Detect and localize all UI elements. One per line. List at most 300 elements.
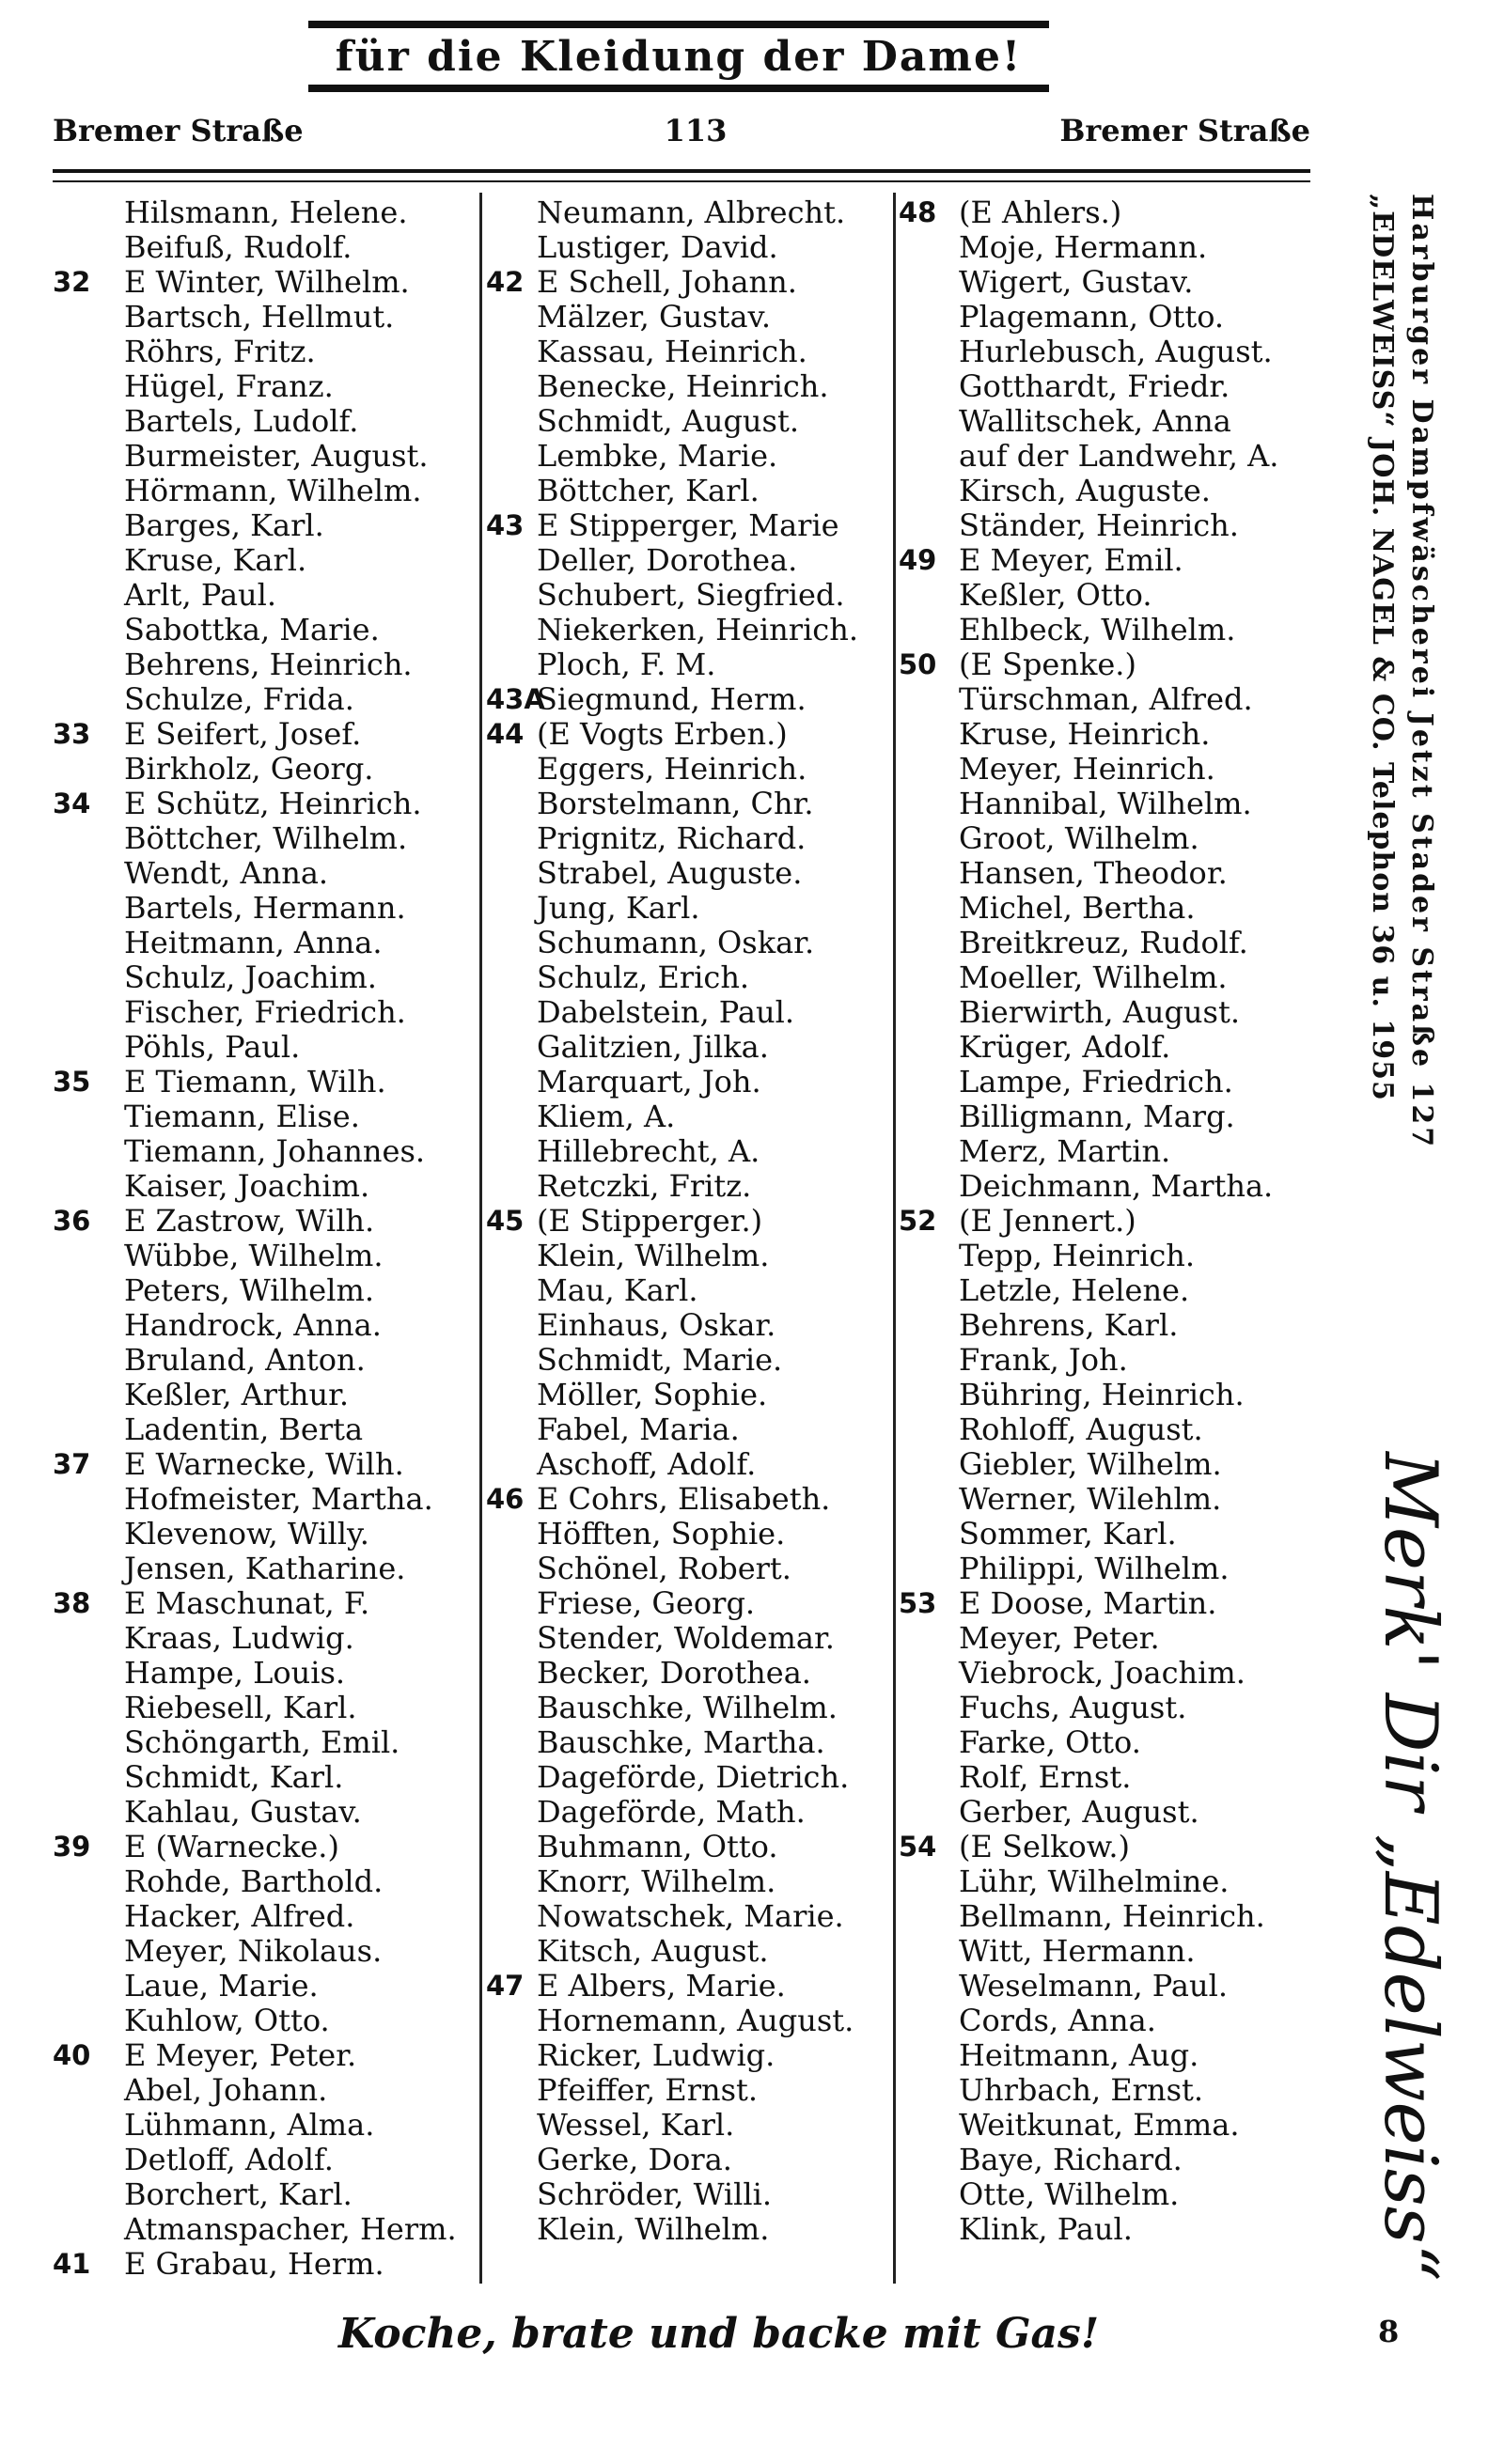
directory-entry (899, 960, 1340, 995)
directory-entry (53, 335, 476, 369)
directory-entry (53, 1204, 476, 1239)
house-number: 32 (53, 266, 91, 298)
resident-name: Wübbe, Wilhelm. (124, 1238, 384, 1273)
street-header-left: Bremer Straße (53, 113, 304, 148)
resident-name: Ploch, F. M. (537, 647, 716, 682)
resident-name: Sommer, Karl. (959, 1516, 1177, 1552)
resident-name: Kruse, Karl. (124, 542, 307, 578)
directory-entry (486, 1691, 890, 1725)
resident-name: Dageförde, Dietrich. (537, 1759, 850, 1795)
resident-name: Bühring, Heinrich. (959, 1377, 1245, 1412)
directory-entry (486, 647, 890, 682)
resident-name: Tepp, Heinrich. (959, 1238, 1196, 1273)
resident-name: Werner, Wilehlm. (959, 1481, 1222, 1517)
directory-entry (53, 230, 476, 265)
resident-name: Klink, Paul. (959, 2211, 1133, 2247)
resident-name: Hillebrecht, A. (537, 1133, 760, 1169)
resident-name: Buhmann, Otto. (537, 1829, 778, 1864)
resident-name: Kirsch, Auguste. (959, 473, 1211, 508)
resident-name: Bierwirth, August. (959, 994, 1240, 1030)
directory-entry (899, 1656, 1340, 1691)
resident-name: Plagemann, Otto. (959, 299, 1225, 335)
resident-name: Uhrbach, Ernst. (959, 2072, 1204, 2108)
resident-name: Schumann, Oskar. (537, 925, 815, 960)
house-number: 35 (53, 1066, 91, 1098)
directory-entry (899, 1065, 1340, 1099)
directory-entry (486, 1204, 890, 1239)
house-number: 36 (53, 1205, 91, 1237)
resident-name: Kitsch, August. (537, 1933, 769, 1969)
directory-entry (53, 1621, 476, 1656)
directory-entry (486, 1934, 890, 1969)
resident-name: Rohde, Barthold. (124, 1864, 384, 1899)
resident-name: Bauschke, Martha. (537, 1724, 825, 1760)
house-number: 41 (53, 2248, 91, 2280)
resident-name: Otte, Wilhelm. (959, 2176, 1180, 2212)
resident-name: Kliem, A. (537, 1099, 676, 1134)
directory-entry (486, 195, 890, 230)
directory-entry (486, 2143, 890, 2177)
directory-entry (486, 439, 890, 474)
directory-entry (486, 787, 890, 821)
directory-entry (899, 787, 1340, 821)
resident-name: (E Spenke.) (959, 647, 1136, 682)
resident-name: (E Vogts Erben.) (537, 716, 788, 752)
directory-column-3 (899, 195, 1340, 2247)
directory-entry (486, 995, 890, 1030)
house-number: 45 (486, 1205, 525, 1237)
directory-entry (53, 2004, 476, 2038)
directory-entry (899, 265, 1340, 300)
directory-entry (53, 508, 476, 543)
resident-name: E (Warnecke.) (124, 1829, 339, 1864)
resident-name: Viebrock, Joachim. (959, 1655, 1246, 1691)
directory-entry (486, 1273, 890, 1308)
directory-entry (53, 578, 476, 613)
resident-name: Tiemann, Johannes. (124, 1133, 426, 1169)
directory-entry (486, 1308, 890, 1343)
directory-entry (486, 508, 890, 543)
directory-entry (53, 1934, 476, 1969)
resident-name: Retczki, Fritz. (537, 1168, 752, 1204)
resident-name: E Winter, Wilhelm. (124, 264, 410, 300)
resident-name: Gerber, August. (959, 1794, 1199, 1830)
directory-entry (53, 1134, 476, 1169)
resident-name: Philippi, Wilhelm. (959, 1551, 1230, 1586)
directory-entry (486, 1482, 890, 1517)
directory-entry (899, 404, 1340, 439)
directory-entry (899, 1760, 1340, 1795)
directory-entry (899, 1586, 1340, 1621)
directory-entry (486, 1447, 890, 1482)
directory-entry (486, 1656, 890, 1691)
resident-name: Neumann, Albrecht. (537, 195, 846, 230)
directory-entry (899, 1795, 1340, 1830)
directory-entry (486, 856, 890, 891)
directory-entry (486, 578, 890, 613)
resident-name: Atmanspacher, Herm. (124, 2211, 457, 2247)
directory-entry (53, 856, 476, 891)
resident-name: E Maschunat, F. (124, 1585, 370, 1621)
resident-name: Laue, Marie. (124, 1968, 319, 2004)
directory-entry (899, 856, 1340, 891)
directory-entry (486, 752, 890, 787)
resident-name: Handrock, Anna. (124, 1307, 382, 1343)
resident-name: Kraas, Ludwig. (124, 1620, 354, 1656)
resident-name: Burmeister, August. (124, 438, 429, 474)
directory-entry (53, 1830, 476, 1864)
resident-name: auf der Landwehr, A. (959, 438, 1279, 474)
directory-entry (53, 1273, 476, 1308)
resident-name: Nowatschek, Marie. (537, 1898, 844, 1934)
directory-entry (899, 1099, 1340, 1134)
directory-entry (53, 1412, 476, 1447)
resident-name: Barges, Karl. (124, 507, 324, 543)
directory-entry (899, 891, 1340, 926)
resident-name: Schmidt, Marie. (537, 1342, 783, 1378)
house-number: 38 (53, 1587, 91, 1619)
resident-name: Hilsmann, Helene. (124, 195, 408, 230)
directory-entry (486, 300, 890, 335)
resident-name: Marquart, Joh. (537, 1064, 761, 1099)
directory-entry (899, 1204, 1340, 1239)
resident-name: (E Stipperger.) (537, 1203, 763, 1239)
resident-name: Deichmann, Martha. (959, 1168, 1274, 1204)
resident-name: Höfften, Sophie. (537, 1516, 786, 1552)
resident-name: Knorr, Wilhelm. (537, 1864, 776, 1899)
resident-name: Schmidt, Karl. (124, 1759, 344, 1795)
resident-name: Letzle, Helene. (959, 1272, 1190, 1308)
directory-entry (899, 1864, 1340, 1899)
resident-name: Pöhls, Paul. (124, 1029, 301, 1065)
resident-name: Mälzer, Gustav. (537, 299, 771, 335)
directory-entry (899, 300, 1340, 335)
house-number: 53 (899, 1587, 937, 1619)
directory-entry (899, 2143, 1340, 2177)
resident-name: Hacker, Alfred. (124, 1898, 355, 1934)
directory-entry (899, 578, 1340, 613)
resident-name: Pfeiffer, Ernst. (537, 2072, 759, 2108)
resident-name: Stender, Woldemar. (537, 1620, 835, 1656)
resident-name: E Tiemann, Wilh. (124, 1064, 386, 1099)
directory-entry (899, 1169, 1340, 1204)
directory-entry (53, 682, 476, 717)
directory-entry (486, 1760, 890, 1795)
directory-entry (899, 2038, 1340, 2073)
directory-entry (53, 1691, 476, 1725)
resident-name: Kaiser, Joachim. (124, 1168, 370, 1204)
resident-name: Kassau, Heinrich. (537, 334, 807, 369)
directory-entry (899, 1273, 1340, 1308)
directory-entry (486, 1517, 890, 1552)
directory-entry (899, 1899, 1340, 1934)
resident-name: Farke, Otto. (959, 1724, 1141, 1760)
directory-entry (899, 682, 1340, 717)
house-number: 49 (899, 544, 937, 576)
resident-name: Lembke, Marie. (537, 438, 778, 474)
column-divider (893, 193, 896, 2284)
directory-entry (899, 369, 1340, 404)
directory-entry (486, 1065, 890, 1099)
directory-entry (53, 1517, 476, 1552)
directory-entry (899, 717, 1340, 752)
directory-entry (486, 613, 890, 647)
resident-name: E Seifert, Josef. (124, 716, 362, 752)
resident-name: Lampe, Friedrich. (959, 1064, 1233, 1099)
resident-name: Merz, Martin. (959, 1133, 1171, 1169)
directory-entry (899, 1030, 1340, 1065)
house-number: 46 (486, 1483, 525, 1515)
page-number-header: 113 (664, 113, 728, 148)
directory-entry (899, 926, 1340, 960)
directory-entry (899, 1830, 1340, 1864)
directory-entry (486, 474, 890, 508)
directory-entry (53, 1656, 476, 1691)
resident-name: Tiemann, Elise. (124, 1099, 360, 1134)
resident-name: Birkholz, Georg. (124, 751, 374, 787)
directory-entry (53, 265, 476, 300)
resident-name: Friese, Georg. (537, 1585, 756, 1621)
house-number: 52 (899, 1205, 937, 1237)
resident-name: Breitkreuz, Rudolf. (959, 925, 1248, 960)
resident-name: Meyer, Nikolaus. (124, 1933, 383, 1969)
directory-entry (53, 1725, 476, 1760)
directory-entry (899, 335, 1340, 369)
resident-name: Schöngarth, Emil. (124, 1724, 400, 1760)
resident-name: Heitmann, Aug. (959, 2037, 1199, 2073)
resident-name: Borstelmann, Chr. (537, 786, 814, 821)
resident-name: Schmidt, August. (537, 403, 799, 439)
resident-name: Fischer, Friedrich. (124, 994, 406, 1030)
house-number: 44 (486, 718, 525, 750)
resident-name: Giebler, Wilhelm. (959, 1446, 1222, 1482)
resident-name: Bellmann, Heinrich. (959, 1898, 1265, 1934)
header-rule-thick (53, 169, 1310, 173)
resident-name: Arlt, Paul. (124, 577, 277, 613)
resident-name: Jensen, Katharine. (124, 1551, 406, 1586)
directory-entry (899, 2073, 1340, 2108)
directory-entry (486, 1134, 890, 1169)
directory-entry (486, 682, 890, 717)
resident-name: Borchert, Karl. (124, 2176, 352, 2212)
house-number: 33 (53, 718, 91, 750)
resident-name: Gotthardt, Friedr. (959, 368, 1230, 404)
directory-entry (899, 995, 1340, 1030)
resident-name: Peters, Wilhelm. (124, 1272, 374, 1308)
resident-name: E Cohrs, Elisabeth. (537, 1481, 831, 1517)
banner-heading: für die Kleidung der Dame! (308, 21, 1049, 92)
resident-name: Hannibal, Wilhelm. (959, 786, 1252, 821)
directory-entry (53, 2038, 476, 2073)
directory-entry (486, 1099, 890, 1134)
directory-entry (53, 717, 476, 752)
resident-name: Michel, Bertha. (959, 890, 1196, 926)
resident-name: Billigmann, Marg. (959, 1099, 1235, 1134)
resident-name: Riebesell, Karl. (124, 1690, 357, 1725)
resident-name: Türschman, Alfred. (959, 681, 1253, 717)
resident-name: Detloff, Adolf. (124, 2142, 334, 2177)
directory-entry (899, 1482, 1340, 1517)
resident-name: Baye, Richard. (959, 2142, 1183, 2177)
directory-entry (53, 2108, 476, 2143)
footer-page-number: 8 (1378, 2314, 1400, 2349)
resident-name: Keßler, Otto. (959, 577, 1152, 613)
resident-name: Wendt, Anna. (124, 855, 329, 891)
resident-name: Frank, Joh. (959, 1342, 1128, 1378)
directory-entry (899, 1412, 1340, 1447)
directory-entry (486, 1969, 890, 2004)
resident-name: Lühr, Wilhelmine. (959, 1864, 1230, 1899)
directory-entry (53, 1864, 476, 1899)
resident-name: Weitkunat, Emma. (959, 2107, 1240, 2143)
directory-entry (899, 1447, 1340, 1482)
house-number: 37 (53, 1448, 91, 1480)
sidebar-ad-line-1: Harburger Dampfwäscherei Jetzt Stader Straße 127 (1405, 194, 1438, 1150)
header-rule-thin (53, 180, 1310, 182)
resident-name: Becker, Dorothea. (537, 1655, 811, 1691)
resident-name: Behrens, Heinrich. (124, 647, 413, 682)
directory-entry (53, 1552, 476, 1586)
directory-entry (899, 543, 1340, 578)
directory-entry (53, 2212, 476, 2247)
directory-entry (899, 1725, 1340, 1760)
house-number: 34 (53, 788, 91, 819)
resident-name: E Schell, Johann. (537, 264, 797, 300)
directory-entry (899, 230, 1340, 265)
sidebar-ad-line-2: „EDELWEISS“ JOH. NAGEL & CO. Telephon 36 u. 1955 (1366, 194, 1399, 1101)
resident-name: E Schütz, Heinrich. (124, 786, 422, 821)
resident-name: Sabottka, Marie. (124, 612, 380, 647)
directory-entry (53, 543, 476, 578)
resident-name: Ricker, Ludwig. (537, 2037, 776, 2073)
house-number: 43 (486, 509, 525, 541)
resident-name: Prignitz, Richard. (537, 820, 807, 856)
resident-name: Eggers, Heinrich. (537, 751, 807, 787)
directory-entry (486, 2004, 890, 2038)
resident-name: Krüger, Adolf. (959, 1029, 1171, 1065)
directory-entry (53, 369, 476, 404)
resident-name: Schulze, Frida. (124, 681, 354, 717)
directory-entry (899, 1308, 1340, 1343)
resident-name: Bartels, Ludolf. (124, 403, 359, 439)
directory-entry (899, 1239, 1340, 1273)
directory-entry (486, 1864, 890, 1899)
directory-entry (486, 891, 890, 926)
directory-entry (899, 821, 1340, 856)
directory-entry (53, 1969, 476, 2004)
directory-entry (486, 1030, 890, 1065)
sidebar-slogan: Merk' Dir „Edelweiss“ (1368, 1452, 1452, 2282)
house-number: 50 (899, 648, 937, 680)
directory-entry (53, 1030, 476, 1065)
directory-entry (53, 1239, 476, 1273)
directory-entry (486, 717, 890, 752)
directory-entry (53, 2073, 476, 2108)
resident-name: Klein, Wilhelm. (537, 1238, 770, 1273)
directory-entry (53, 1760, 476, 1795)
resident-name: Schulz, Erich. (537, 959, 750, 995)
resident-name: Schröder, Willi. (537, 2176, 772, 2212)
resident-name: (E Ahlers.) (959, 195, 1122, 230)
resident-name: Strabel, Auguste. (537, 855, 803, 891)
directory-entry (486, 230, 890, 265)
resident-name: Bartels, Hermann. (124, 890, 406, 926)
resident-name: Möller, Sophie. (537, 1377, 768, 1412)
directory-entry (53, 1482, 476, 1517)
resident-name: Hörmann, Wilhelm. (124, 473, 422, 508)
resident-name: Rohloff, August. (959, 1411, 1203, 1447)
directory-entry (899, 1621, 1340, 1656)
directory-entry (486, 2038, 890, 2073)
resident-name: Hügel, Franz. (124, 368, 334, 404)
directory-entry (899, 1517, 1340, 1552)
directory-entry (899, 613, 1340, 647)
house-number: 48 (899, 196, 937, 228)
directory-entry (53, 1795, 476, 1830)
resident-name: (E Jennert.) (959, 1203, 1136, 1239)
resident-name: E Stipperger, Marie (537, 507, 839, 543)
house-number: 54 (899, 1831, 937, 1863)
resident-name: Hurlebusch, August. (959, 334, 1273, 369)
resident-name: Gerke, Dora. (537, 2142, 732, 2177)
directory-entry (486, 1795, 890, 1830)
resident-name: Abel, Johann. (124, 2072, 328, 2108)
directory-entry (53, 995, 476, 1030)
resident-name: Böttcher, Karl. (537, 473, 760, 508)
resident-name: Niekerken, Heinrich. (537, 612, 858, 647)
directory-entry (899, 647, 1340, 682)
directory-entry (486, 1830, 890, 1864)
directory-entry (486, 265, 890, 300)
resident-name: Ladentin, Berta (124, 1411, 364, 1447)
directory-entry (486, 2177, 890, 2212)
resident-name: Hampe, Louis. (124, 1655, 346, 1691)
resident-name: Cords, Anna. (959, 2003, 1156, 2038)
resident-name: Fabel, Maria. (537, 1411, 740, 1447)
resident-name: Böttcher, Wilhelm. (124, 820, 408, 856)
directory-entry (53, 960, 476, 995)
resident-name: Wigert, Gustav. (959, 264, 1194, 300)
resident-name: Schönel, Robert. (537, 1551, 791, 1586)
directory-entry (53, 300, 476, 335)
directory-entry (899, 1969, 1340, 2004)
resident-name: E Meyer, Peter. (124, 2037, 357, 2073)
directory-entry (486, 2108, 890, 2143)
directory-entry (53, 787, 476, 821)
directory-entry (899, 195, 1340, 230)
directory-entry (486, 1725, 890, 1760)
directory-entry (53, 613, 476, 647)
resident-name: Ehlbeck, Wilhelm. (959, 612, 1236, 647)
directory-column-2 (486, 195, 890, 2247)
directory-entry (486, 960, 890, 995)
directory-entry (53, 1065, 476, 1099)
resident-name: Keßler, Arthur. (124, 1377, 350, 1412)
directory-entry (486, 1378, 890, 1412)
resident-name: Ständer, Heinrich. (959, 507, 1239, 543)
directory-entry (899, 1134, 1340, 1169)
directory-entry (53, 926, 476, 960)
resident-name: Jung, Karl. (537, 890, 700, 926)
directory-entry (486, 1169, 890, 1204)
directory-entry (486, 335, 890, 369)
resident-name: Mau, Karl. (537, 1272, 698, 1308)
resident-name: E Warnecke, Wilh. (124, 1446, 404, 1482)
resident-name: Witt, Hermann. (959, 1933, 1196, 1969)
directory-entry (486, 1239, 890, 1273)
directory-entry (486, 926, 890, 960)
resident-name: Weselmann, Paul. (959, 1968, 1228, 2004)
